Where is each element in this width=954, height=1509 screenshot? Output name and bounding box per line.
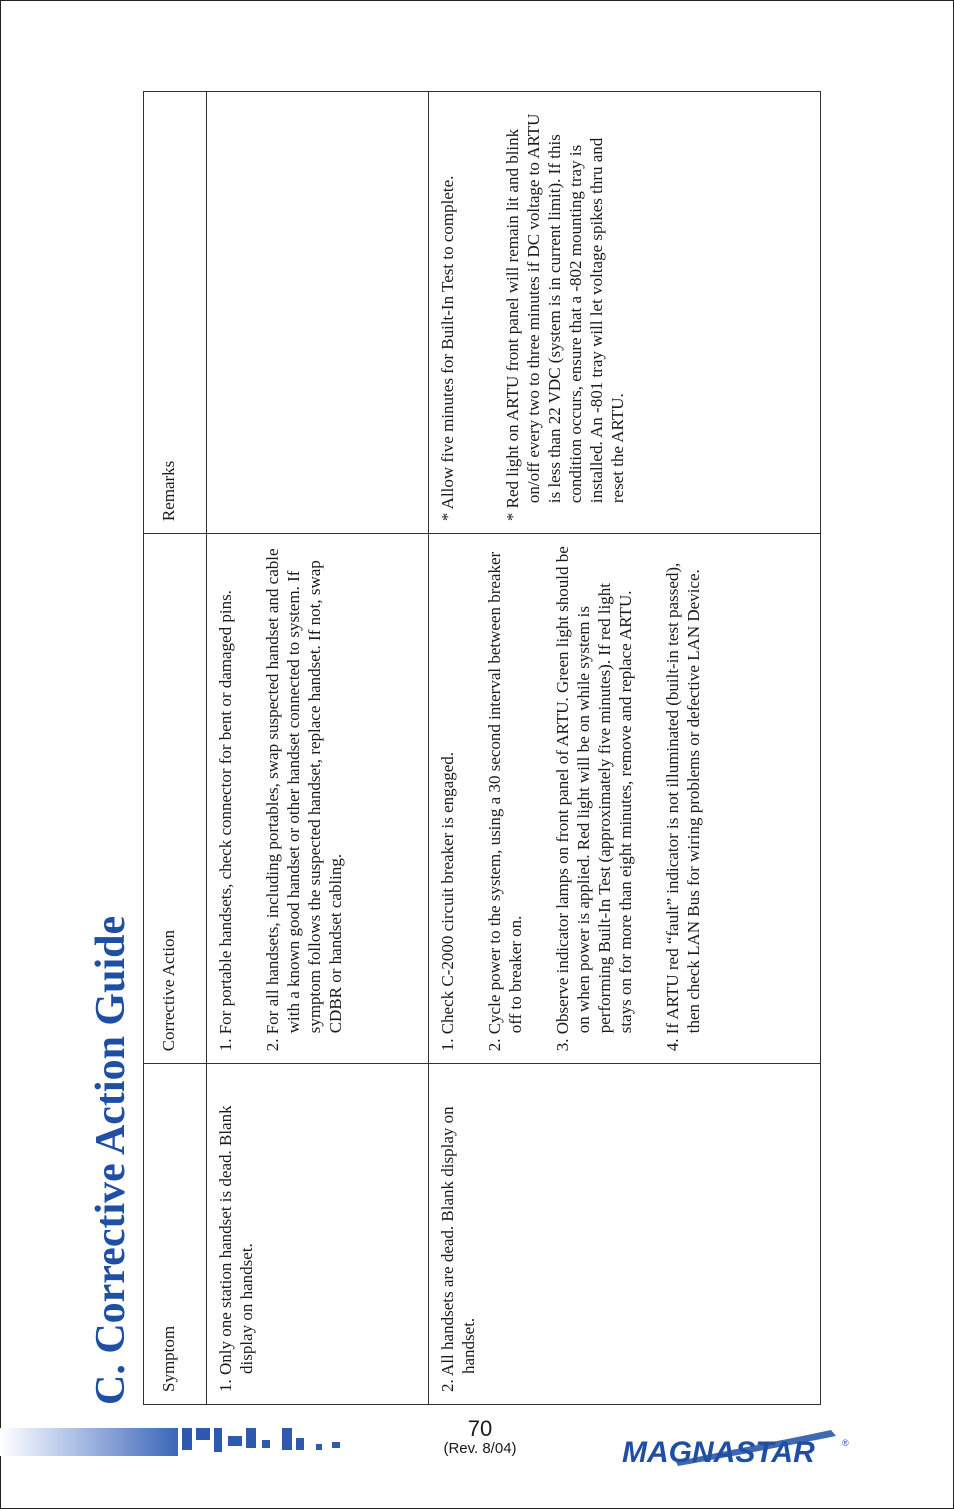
symptom-cell (429, 1064, 821, 1405)
action-step: 2. Cycle power to the system, using a 30 second interval between breaker off to breaker on. (485, 551, 525, 1052)
corrective-action-table (143, 91, 821, 1405)
symptom-text: 1. Only one station handset is dead. Blank display on handset. (216, 1105, 256, 1392)
action-cell (429, 534, 821, 1064)
footer-pixel-block (316, 1444, 322, 1450)
footer-pixel-block (296, 1438, 304, 1450)
footer-gradient-bar (0, 1428, 178, 1456)
footer-pixel-block (214, 1428, 222, 1452)
table-header-row (144, 92, 207, 1405)
footer-pixel-block (246, 1428, 256, 1448)
footer-pixel-block (332, 1442, 340, 1448)
table-row (207, 92, 429, 1405)
remarks-cell (207, 92, 429, 534)
remark-note: * Red light on ARTU front panel will remain lit and blink on/off every two to three minutes if DC voltage to ARTU is less than 22 VDC (system is in current limit). If this condition occurs, ensure that a -802 mounting tray is installed. An -801 tray will let voltage spikes thru and reset the ARTU. (503, 113, 627, 522)
registered-mark: ® (842, 1438, 849, 1448)
symptom-text: 2. All handsets are dead. Blank display on handset. (438, 1106, 478, 1392)
revision-date: (Rev. 8/04) (443, 1440, 517, 1457)
footer-pixel-block (282, 1428, 292, 1450)
action-step: 1. Check C-2000 circuit breaker is engaged. (438, 751, 457, 1052)
remarks-cell (429, 92, 821, 534)
footer-pixel-block (228, 1436, 242, 1446)
action-step: 4. If ARTU red “fault” indicator is not illuminated (built-in test passed), then check LAN Bus for wiring problems or defective LAN Device. (663, 562, 703, 1052)
logo-wordmark: MAGNASTAR (622, 1436, 815, 1469)
action-step: 3. Observe indicator lamps on front panel of ARTU. Green light should be on when power is applied. Red light will be on while system is performing Built-In Test (approximately five minutes). If red light stays on for more than eight minutes, remove and replace ARTU. (553, 546, 635, 1052)
header-corrective-action: Corrective Action (144, 534, 207, 1064)
header-symptom: Symptom (144, 1064, 207, 1405)
action-cell (207, 534, 429, 1064)
table-row (429, 92, 821, 1405)
rotated-content (80, 105, 850, 1405)
remark-note: * Allow five minutes for Built-In Test to complete. (438, 175, 457, 522)
footer-pixel-block (196, 1428, 210, 1440)
action-step: 1. For portable handsets, check connector for bent or damaged pins. (216, 590, 235, 1052)
header-remarks: Remarks (144, 92, 207, 534)
symptom-cell (207, 1064, 429, 1405)
footer-pixel-block (262, 1440, 270, 1448)
page-title: C. Corrective Action Guide (88, 915, 134, 1405)
magnastar-logo (616, 1424, 856, 1474)
page-number: 70 (467, 1416, 493, 1441)
footer-pixel-block (182, 1428, 192, 1450)
action-step: 2. For all handsets, including portables, swap suspected handset and cable with a known good handset or other handset connected to system. If symptom follows the suspected handset, replace handset. If not, swap CDBR or handset cabling. (263, 548, 345, 1052)
